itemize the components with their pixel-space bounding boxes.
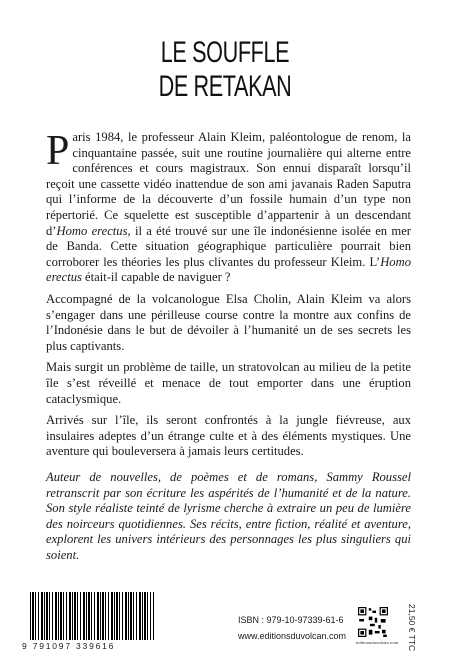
book-title (63, 36, 387, 104)
publisher-website: www.editionsduvolcan.com (238, 631, 347, 641)
synopsis-paragraph-2: Accompagné de la volcanologue Elsa Cholin, Alain Kleim va alors s’engager dans une périlleuse course contre la montre aux confins de l’Indonésie dans le but de dévoiler à l’humanité un de ses secrets les plus captivants. (46, 291, 411, 353)
synopsis-text: était-il capable de naviguer ? (81, 270, 231, 285)
italic-term: Homo erectus (56, 223, 128, 238)
barcode (22, 592, 158, 652)
author-bio: Auteur de nouvelles, de poèmes et de romans, Sammy Roussel retranscrit par son écriture les aspérités de l’humanité et de la nature. Son style réaliste teinté de lyrisme cherche à extraire un peu de lumière des noirceurs quotidiennes. Ses récits, entre fiction, réalité et aventure, explorent les univers intérieurs des personnages les plus singuliers qui soient. (46, 470, 411, 562)
barcode-bars (30, 592, 154, 640)
barcode-number: 9 791097 339616 (22, 641, 116, 651)
synopsis-paragraph-4: Arrivés sur l’île, ils seront confrontés à la jungle fiévreuse, aux insulaires adeptes d’un étrange culte et à des éléments mystiques. Une aventure qui bouleversera à jamais leurs certitudes. (46, 413, 411, 459)
drop-cap: P (46, 128, 70, 174)
title-line-1: LE SOUFFLE (160, 36, 290, 69)
synopsis-paragraph-1 (46, 130, 411, 286)
synopsis-paragraph-3: Mais surgit un problème de taille, un stratovolcan au milieu de la petite île s’est réveillé et menace de tout emporter dans une éruption cataclysmique. (46, 360, 411, 406)
synopsis-text: aris 1984, le professeur Alain Kleim, paléontologue de renom, la cinquantaine passée, suit une routine journalière qui alterne entre conférences et cours magistraux. Son ennui disparaît lorsqu’il reçoit une cassette vidéo inattendue de son ami javanais Raden Saputra qui l’informe de la découverte d’un fossile humain d’un type non répertorié. Ce squelette est susceptible d’appartenir à un descendant d’ (46, 130, 411, 238)
qr-label: editionsduvolcan.com (356, 640, 399, 645)
price: 21,50 € TTC (407, 604, 417, 652)
qr-code-icon (358, 607, 388, 637)
title-line-2: DE RETAKAN (158, 70, 292, 103)
isbn: ISBN : 979-10-97339-61-6 (238, 615, 344, 625)
synopsis (46, 130, 411, 466)
synopsis-text: , il a été trouvé sur une île indonésienne isolée en mer de Banda. Cette situation géographique particulière pourrait bien corroborer les théories les plus clivantes du professeur Kleim. L’ (46, 223, 411, 269)
italic-term: Homo erectus (46, 254, 411, 285)
